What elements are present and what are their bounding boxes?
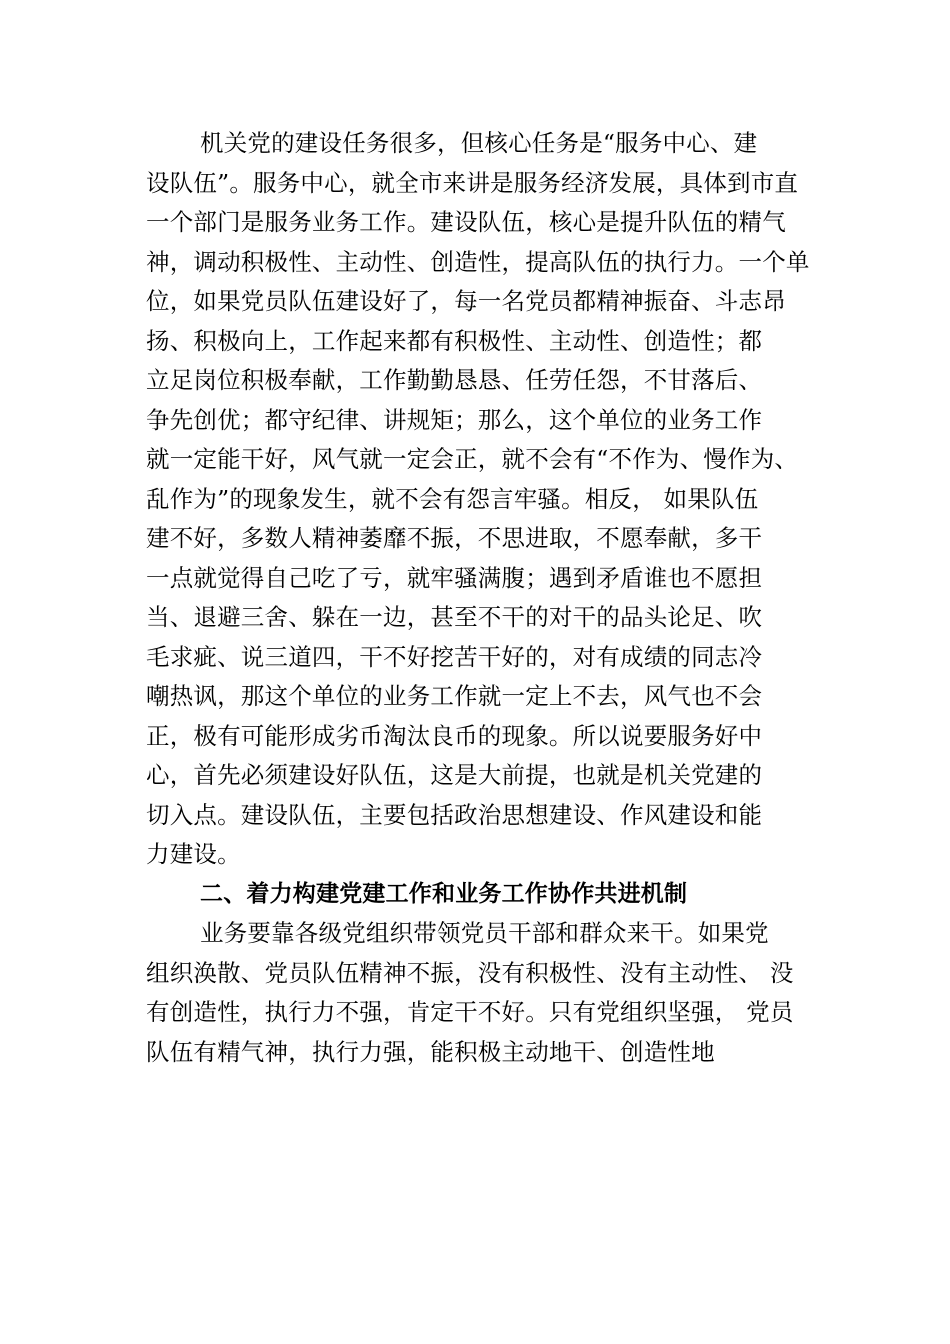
- section-heading: 二、着力构建党建工作和业务工作协作共进机制: [200, 880, 688, 907]
- paragraph-1-line: 设队伍”。服务中心，就全市来讲是服务经济发展，具体到市直: [146, 168, 799, 197]
- paragraph-1-line: 建不好，多数人精神萎靡不振，不思进取，不愿奉献，多干: [146, 524, 763, 552]
- paragraph-2-line: 业务要靠各级党组织带领党员干部和群众来干。如果党: [200, 919, 769, 947]
- paragraph-1-line: 立足岗位积极奉献，工作勤勤恳恳、任劳任怨，不甘落后、: [146, 366, 763, 394]
- paragraph-1-line: 嘲热讽，那这个单位的业务工作就一定上不去，风气也不会: [146, 682, 763, 710]
- paragraph-1-line: 争先创优；都守纪律、讲规矩；那么，这个单位的业务工作: [146, 405, 763, 434]
- paragraph-1-line: 力建设。: [146, 840, 241, 868]
- paragraph-1-line: 正，极有可能形成劣币淘汰良币的现象。所以说要服务好中: [146, 721, 763, 750]
- paragraph-1-line: 就一定能干好，风气就一定会正，就不会有“不作为、慢作为、: [146, 445, 799, 473]
- paragraph-1-line: 当、退避三舍、躲在一边，甚至不干的对干的品头论足、吹: [146, 603, 763, 631]
- paragraph-1-line: 位，如果党员队伍建设好了，每一名党员都精神振奋、斗志昂: [146, 287, 786, 315]
- paragraph-1-line: 扬、积极向上，工作起来都有积极性、主动性、创造性；都: [146, 326, 763, 355]
- paragraph-1-line: 切入点。建设队伍，主要包括政治思想建设、作风建设和能: [146, 800, 763, 829]
- paragraph-2-line: 组织涣散、党员队伍精神不振，没有积极性、没有主动性、 没: [146, 958, 794, 987]
- document-body: [146, 124, 810, 1072]
- paragraph-2-line: 有创造性，执行力不强，肯定干不好。只有党组织坚强， 党员: [146, 998, 794, 1026]
- paragraph-1-line: 一点就觉得自己吃了亏，就牢骚满腹；遇到矛盾谁也不愿担: [146, 563, 763, 592]
- paragraph-1-line: 毛求疵、说三道四，干不好挖苦干好的，对有成绩的同志冷: [146, 642, 763, 671]
- paragraph-1-line: 乱作为”的现象发生，就不会有怨言牢骚。相反， 如果队伍: [146, 484, 759, 513]
- paragraph-1-line: 一个部门是服务业务工作。建设队伍，核心是提升队伍的精气: [146, 208, 786, 236]
- paragraph-2-line: 队伍有精气神，执行力强，能积极主动地干、创造性地: [146, 1037, 715, 1066]
- paragraph-1-line: 心，首先必须建设好队伍，这是大前提，也就是机关党建的: [146, 761, 763, 789]
- paragraph-1-line: 机关党的建设任务很多，但核心任务是“服务中心、建: [200, 129, 758, 157]
- paragraph-1-line: 神，调动积极性、主动性、创造性，提高队伍的执行力。一个单: [146, 247, 810, 276]
